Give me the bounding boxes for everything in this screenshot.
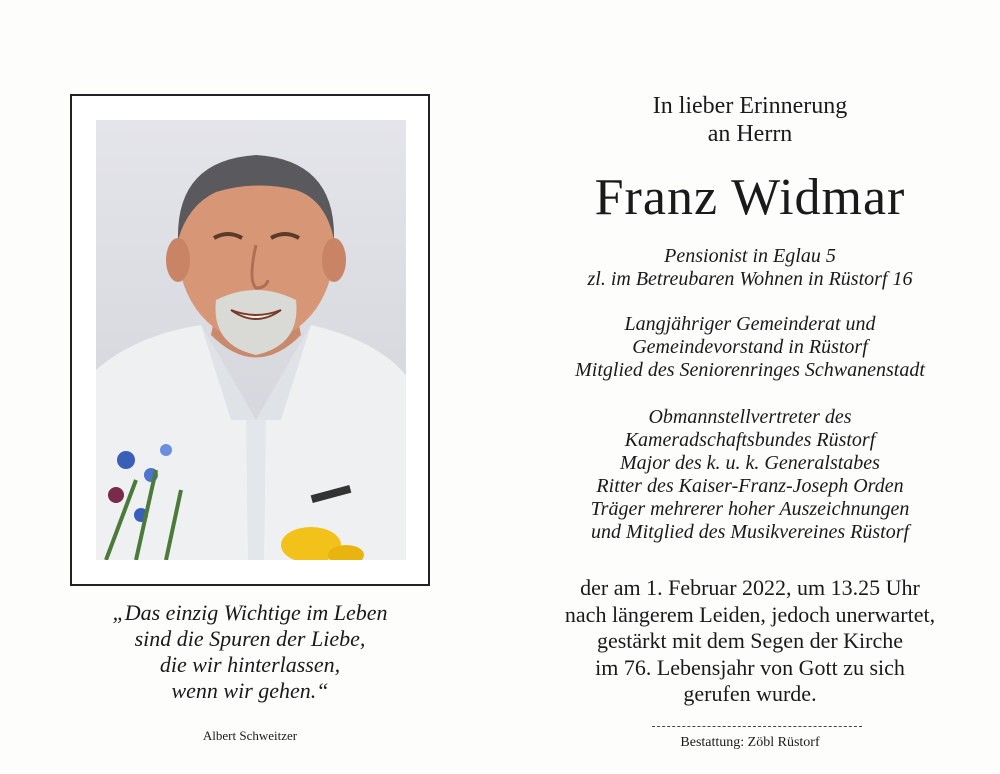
residence-line: zl. im Betreubaren Wohnen in Rüstorf 16 <box>587 268 913 290</box>
role-line: und Mitglied des Musikvereines Rüstorf <box>590 521 910 543</box>
quote-line: „Das einzig Wichtige im Leben <box>112 600 388 625</box>
role-line: Major des k. u. k. Generalstabes <box>620 452 880 474</box>
portrait-illustration <box>96 120 406 560</box>
quote-line: die wir hinterlassen, <box>159 652 341 677</box>
roles-block-2 <box>500 406 1000 544</box>
role-line: Kameradschaftsbundes Rüstorf <box>624 429 876 451</box>
death-line: der am 1. Februar 2022, um 13.25 Uhr <box>580 575 920 600</box>
memorial-quote <box>70 600 430 704</box>
role-line: Mitglied des Seniorenringes Schwanenstadt <box>575 359 925 381</box>
death-line: im 76. Lebensjahr von Gott zu sich <box>595 654 905 680</box>
intro-line-1: In lieber Erinnerung <box>652 93 848 119</box>
photo-frame <box>70 94 430 586</box>
death-line: gestärkt mit dem Segen der Kirche <box>596 628 904 653</box>
funeral-home: Bestattung: Zöbl Rüstorf <box>680 735 820 750</box>
quote-line: wenn wir gehen.“ <box>171 678 329 703</box>
intro-heading <box>500 92 1000 148</box>
death-line: gerufen wurde. <box>683 681 817 706</box>
dashed-divider <box>652 726 862 727</box>
death-line: nach längerem Leiden, jedoch unerwartet, <box>564 601 936 627</box>
quote-author: Albert Schweitzer <box>202 728 298 743</box>
role-line: Ritter des Kaiser-Franz-Joseph Orden <box>596 475 904 497</box>
role-line: Obmannstellvertreter des <box>648 406 852 428</box>
role-line: Langjähriger Gemeinderat und <box>624 313 876 335</box>
intro-line-2: an Herrn <box>707 121 793 147</box>
death-notice <box>500 575 1000 708</box>
roles-block-1 <box>500 313 1000 382</box>
deceased-name: Franz Widmar <box>594 169 906 226</box>
residence-line: Pensionist in Eglau 5 <box>664 245 836 267</box>
role-line: Träger mehrerer hoher Auszeichnungen <box>590 498 910 520</box>
quote-line: sind die Spuren der Liebe, <box>134 626 366 651</box>
portrait-photo <box>96 120 406 560</box>
role-line: Gemeindevorstand in Rüstorf <box>632 336 868 358</box>
residence-block <box>500 245 1000 291</box>
